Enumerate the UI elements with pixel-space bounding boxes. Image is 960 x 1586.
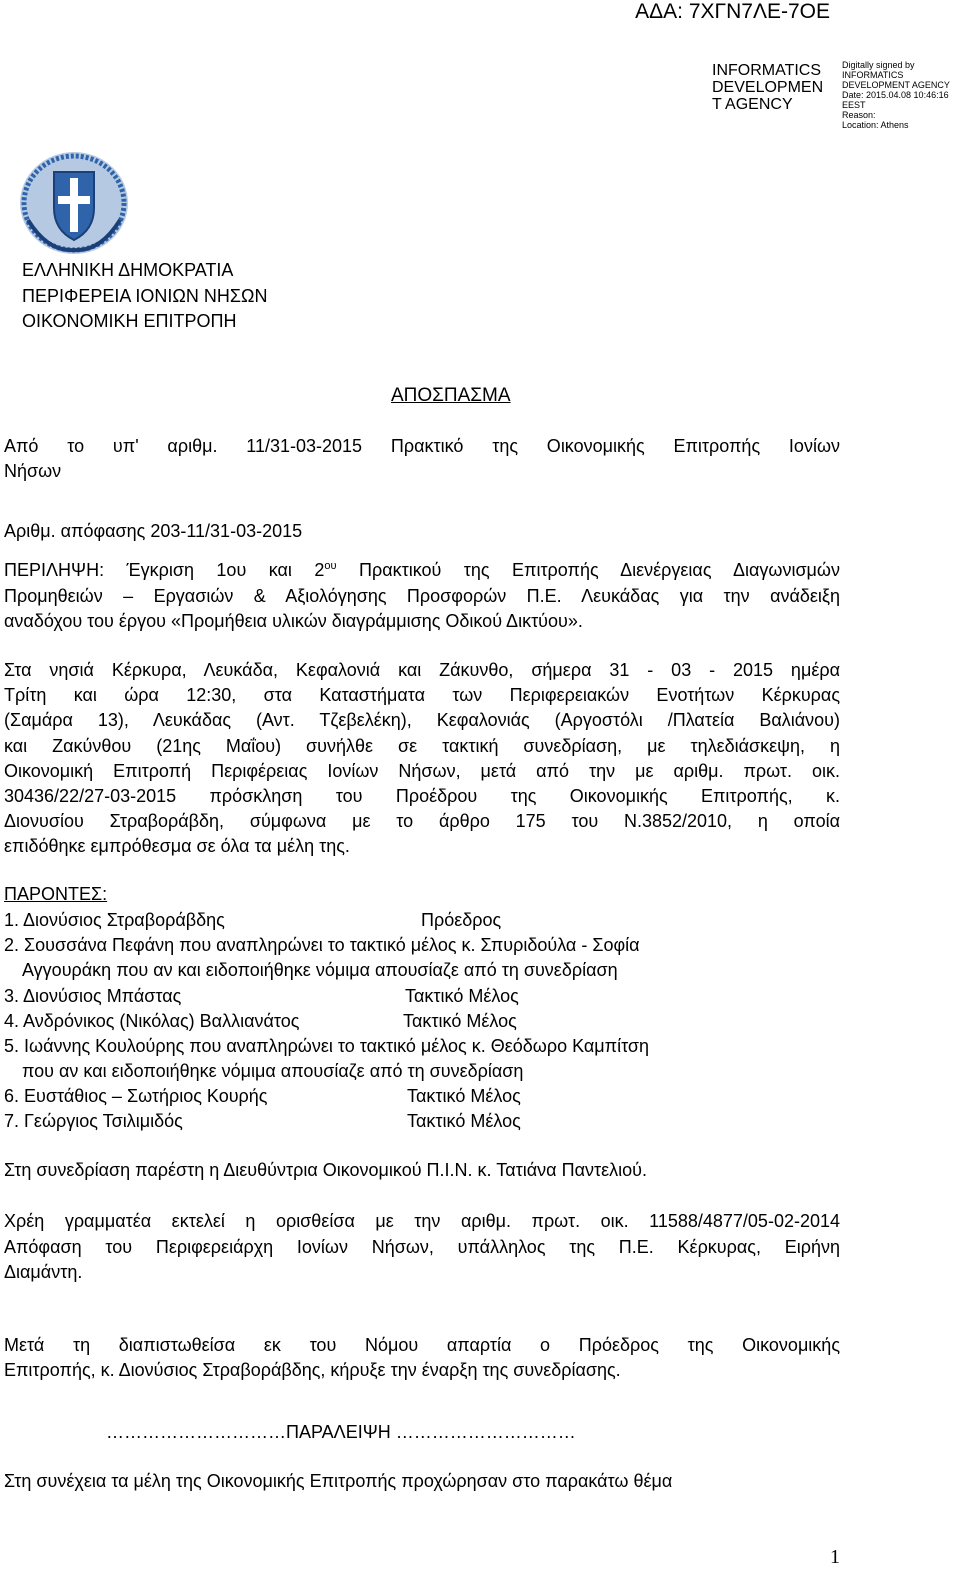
member-name: 6. Ευστάθιος – Σωτήριος Κουρής (4, 1086, 268, 1106)
signature-detail-line: DEVELOPMENT AGENCY (842, 80, 950, 90)
signature-detail-line: EEST (842, 100, 866, 110)
summary-text: Πρακτικού της Επιτροπής Διενέργειας Διαγωνισμών (336, 560, 840, 580)
intro-line: (Σαμάρα 13), Λευκάδας (Αντ. Τζεβελέκη), Κεφαλονιάς (Αργοστόλι /Πλατεία Βαλιάνου) (4, 710, 840, 730)
member-line: 5. Ιωάννης Κουλούρης που αναπληρώνει το τακτικό μέλος κ. Θεόδωρο Καμπίτση (4, 1036, 650, 1056)
quorum-line: Επιτροπής, κ. Διονύσιος Στραβοράβδης, κήρυξε την έναρξη της συνεδρίασης. (4, 1360, 621, 1380)
omission-marker: …………………………ΠΑΡΑΛΕΙΨΗ ………………………… (106, 1422, 576, 1442)
authority-line: ΕΛΛΗΝΙΚΗ ΔΗΜΟΚΡΑΤΙΑ (22, 260, 234, 280)
signature-detail-line: INFORMATICS (842, 70, 904, 80)
hellenic-republic-emblem-icon (18, 150, 130, 256)
present-heading: ΠΑΡΟΝΤΕΣ: (4, 884, 108, 904)
quorum-line: Μετά τη διαπιστωθείσα εκ του Νόμου απαρτία ο Πρόεδρος της Οικονομικής (4, 1335, 840, 1355)
summary-line: Προμηθειών – Εργασιών & Αξιολόγησης Προσφορών Π.Ε. Λευκάδας για την ανάδειξη (4, 586, 840, 606)
intro-line: και Ζακύνθου (21ης Μαΐου) συνήλθε σε τακτική συνεδρίαση, με τηλεδιάσκεψη, η (4, 736, 840, 756)
member-line: που αν και ειδοποιήθηκε νόμιμα απουσίαζε από τη συνεδρίαση (22, 1061, 524, 1081)
member-name: 4. Ανδρόνικος (Νικόλας) Βαλλιανάτος (4, 1011, 300, 1031)
continuation-line: Στη συνέχεια τα μέλη της Οικονομικής Επιτροπής προχώρησαν στο παρακάτω θέμα (4, 1471, 673, 1491)
signature-signer-line: DEVELOPMEN (712, 79, 824, 96)
from-line: Νήσων (4, 461, 62, 481)
secretary-line: Διαμάντη. (4, 1262, 83, 1282)
secretary-line: Απόφαση του Περιφερειάρχη Ιονίων Νήσων, υπάλληλος της Π.Ε. Κέρκυρας, Ειρήνη (4, 1237, 840, 1257)
member-name: 3. Διονύσιος Μπάστας (4, 986, 182, 1006)
ada-code: ΑΔΑ: 7ΧΓΝ7ΛΕ-7ΟΕ (635, 0, 830, 23)
member-name: 7. Γεώργιος Τσιλιμιδός (4, 1111, 183, 1131)
signature-detail-line: Location: Athens (842, 120, 909, 130)
member-name: 1. Διονύσιος Στραβοράβδης (4, 910, 225, 930)
signature-detail-line: Date: 2015.04.08 10:46:16 (842, 90, 949, 100)
signature-detail-line: Reason: (842, 110, 876, 120)
member-role: Τακτικό Μέλος (407, 1086, 521, 1106)
intro-line: Τρίτη και ώρα 12:30, στα Καταστήματα των Περιφερειακών Ενοτήτων Κέρκυρας (4, 685, 840, 705)
intro-line: επιδόθηκε εμπρόθεσμα σε όλα τα μέλη της. (4, 836, 350, 856)
summary-line: αναδόχου του έργου «Προμήθεια υλικών διαγράμμισης Οδικού Δικτύου». (4, 611, 583, 631)
signature-signer (712, 62, 823, 113)
member-role: Τακτικό Μέλος (403, 1011, 517, 1031)
member-line: 2. Σουσσάνα Πεφάνη που αναπληρώνει το τακτικό μέλος κ. Σπυριδούλα - Σοφία (4, 935, 640, 955)
decision-number: Αριθμ. απόφασης 203-11/31-03-2015 (4, 521, 303, 541)
intro-line: Στα νησιά Κέρκυρα, Λευκάδα, Κεφαλονιά και Ζάκυνθο, σήμερα 31 - 03 - 2015 ημέρα (4, 660, 840, 680)
member-role: Τακτικό Μέλος (405, 986, 519, 1006)
secretary-line: Χρέη γραμματέα εκτελεί η ορισθείσα με την αριθμ. πρωτ. οικ. 11588/4877/05-02-2014 (4, 1211, 840, 1231)
signature-details (842, 60, 950, 130)
signature-detail-line: Digitally signed by (842, 60, 915, 70)
member-line: Αγγουράκη που αν και ειδοποιήθηκε νόμιμα απουσίαζε από τη συνεδρίαση (22, 960, 618, 980)
signature-signer-line: INFORMATICS (712, 62, 822, 79)
director-statement: Στη συνεδρίαση παρέστη η Διευθύντρια Οικονομικού Π.Ι.Ν. κ. Τατιάνα Παντελιού. (4, 1160, 647, 1180)
authority-line: ΠΕΡΙΦΕΡΕΙΑ ΙΟΝΙΩΝ ΝΗΣΩΝ (22, 286, 268, 306)
intro-line: Διονυσίου Στραβοράβδη, σύμφωνα με το άρθρο 175 του Ν.3852/2010, η οποία (4, 811, 840, 831)
page-number: 1 (830, 1546, 840, 1568)
intro-line: Οικονομική Επιτροπή Περιφέρειας Ιονίων Νήσων, μετά από την με αριθμ. πρωτ. οικ. (4, 761, 840, 781)
member-role: Τακτικό Μέλος (407, 1111, 521, 1131)
from-line: Από το υπ' αριθμ. 11/31-03-2015 Πρακτικό της Οικονομικής Επιτροπής Ιονίων (4, 436, 840, 456)
member-role: Πρόεδρος (421, 910, 502, 930)
document-title: ΑΠΟΣΠΑΣΜΑ (391, 385, 511, 406)
summary-superscript: ου (324, 560, 337, 572)
authority-line: ΟΙΚΟΝΟΜΙΚΗ ΕΠΙΤΡΟΠΗ (22, 311, 237, 331)
signature-signer-line: T AGENCY (712, 96, 793, 113)
summary-text: ΠΕΡΙΛΗΨΗ: Έγκριση 1ου και 2 (4, 560, 325, 580)
summary-line (4, 560, 840, 581)
intro-line: 30436/22/27-03-2015 πρόσκληση του Προέδρου της Οικονομικής Επιτροπής, κ. (4, 786, 840, 806)
